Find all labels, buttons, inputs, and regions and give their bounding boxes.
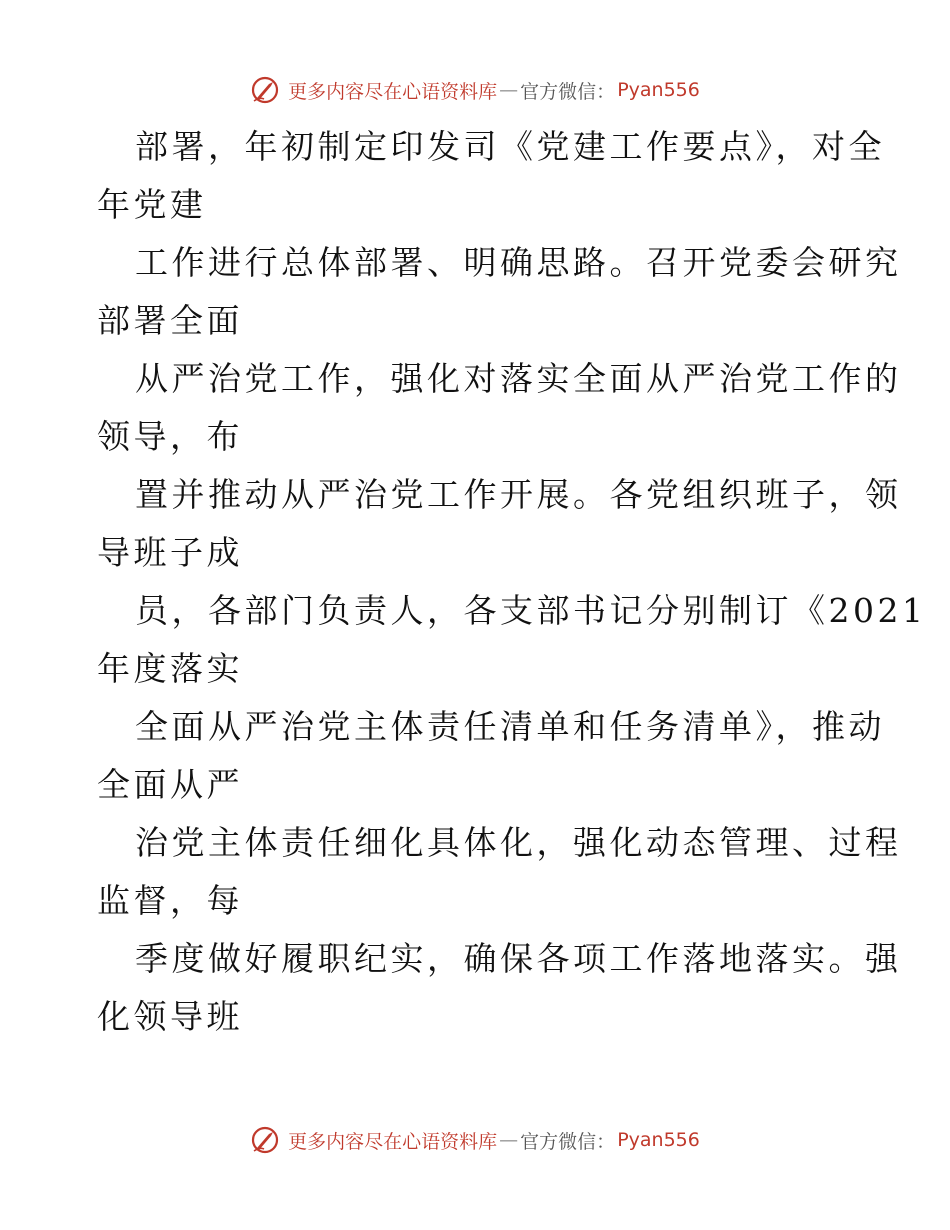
watermark-dash: — [499,1129,519,1151]
watermark-wechat-id: Pyan556 [617,1129,700,1151]
text-line: 置并推动从严治党工作开展。各党组织班子，领 [135,475,902,514]
watermark-label: 官方微信： [520,80,616,103]
text-line: 全面从严 [97,765,243,804]
watermark-dash: — [499,79,519,101]
text-line: 领导，布 [97,417,243,456]
text-line: 化领导班 [97,997,243,1036]
text-line: 治党主体责任细化具体化，强化动态管理、过程 [135,823,902,862]
text-line: 季度做好履职纪实，确保各项工作落地落实。强 [135,939,902,978]
text-line: 全面从严治党主体责任清单和任务清单》，推动 [135,707,885,746]
text-line: 员，各部门负责人，各支部书记分别制订《2021 [135,591,927,630]
watermark-wechat-id: Pyan556 [617,79,700,101]
header-watermark [0,72,950,108]
document-body [97,118,927,1046]
footer-watermark [0,1122,950,1158]
text-line: 工作进行总体部署、明确思路。召开党委会研究 [135,243,902,282]
watermark-site-text: 更多内容尽在心语资料库 [288,80,498,103]
text-line: 部署全面 [97,301,243,340]
quill-pen-logo-icon [250,1125,280,1155]
text-line: 导班子成 [97,533,243,572]
quill-pen-logo-icon [250,75,280,105]
text-line: 监督，每 [97,881,243,920]
watermark-label: 官方微信： [520,1130,616,1153]
text-line: 从严治党工作，强化对落实全面从严治党工作的 [135,359,902,398]
text-line: 年党建 [97,185,207,224]
text-line: 年度落实 [97,649,243,688]
text-line: 部署，年初制定印发司《党建工作要点》，对全 [135,127,885,166]
watermark-site-text: 更多内容尽在心语资料库 [288,1130,498,1153]
